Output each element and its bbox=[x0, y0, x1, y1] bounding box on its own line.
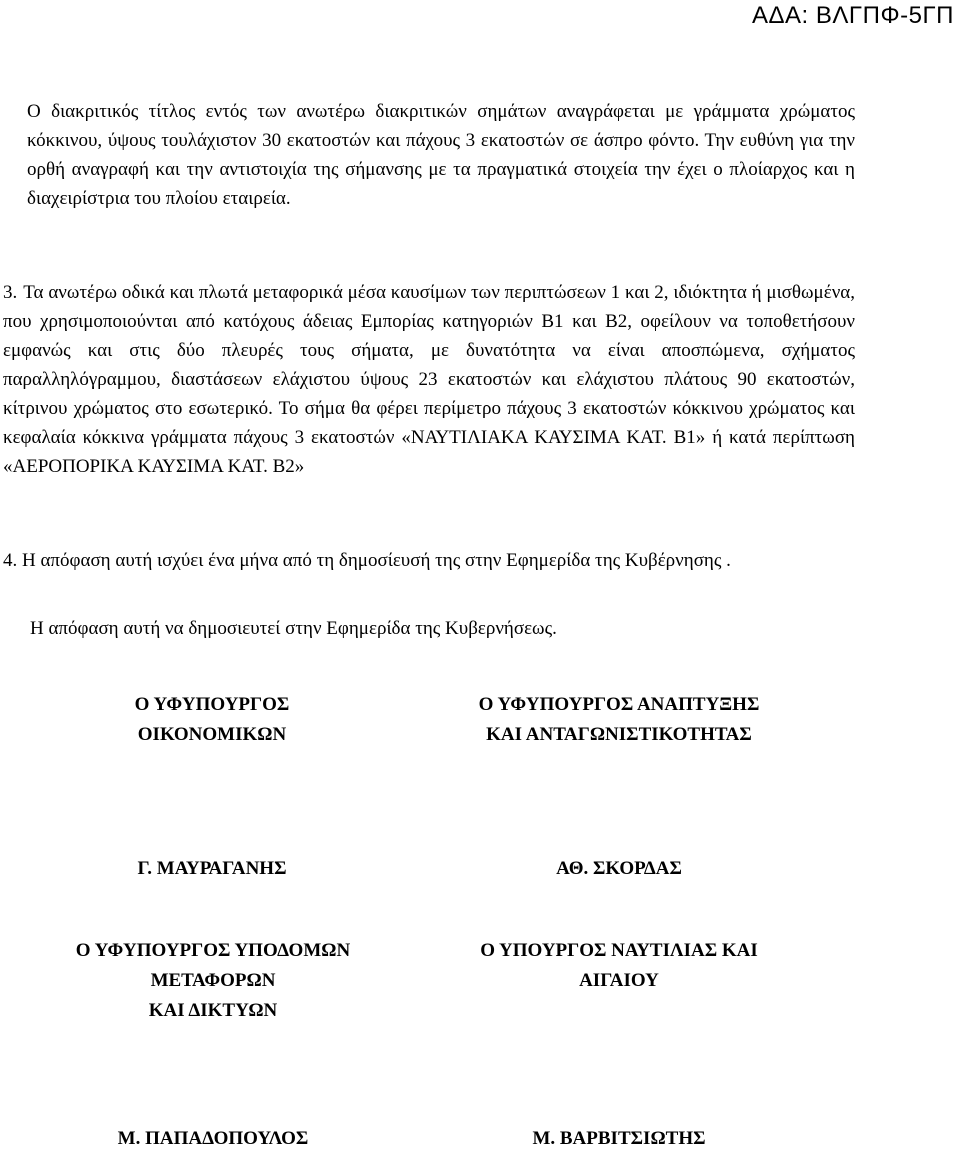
signatory-title-line: Ο ΥΦΥΠΟΥΡΓΟΣ bbox=[134, 694, 290, 715]
paragraph-title-marking bbox=[27, 97, 855, 213]
publication-statement: Η απόφαση αυτή να δημοσιευτεί στην Εφημερίδα της Κυβερνήσεως. bbox=[30, 618, 557, 639]
signatory-title-line: Ο ΥΦΥΠΟΥΡΓΟΣ ΑΝΑΠΤΥΞΗΣ bbox=[478, 694, 760, 715]
signatory-deputy-finance-name: Γ. ΜΑΥΡΑΓΑΝΗΣ bbox=[137, 858, 287, 879]
signatory-title-line: ΜΕΤΑΦΟΡΩΝ bbox=[150, 970, 276, 991]
paragraph-4 bbox=[3, 546, 855, 575]
signatory-minister-shipping-name: Μ. ΒΑΡΒΙΤΣΙΩΤΗΣ bbox=[532, 1128, 706, 1149]
signatory-deputy-development-name: ΑΘ. ΣΚΟΡΔΑΣ bbox=[556, 858, 682, 879]
signatory-title-line: Ο ΥΠΟΥΡΓΟΣ ΝΑΥΤΙΛΙΑΣ ΚΑΙ bbox=[480, 940, 758, 961]
signatory-title-line: ΟΙΚΟΝΟΜΙΚΩΝ bbox=[137, 724, 287, 745]
ada-code-header: ΑΔΑ: ΒΛΓΠΦ-5ΓΠ bbox=[751, 2, 954, 29]
paragraph-responsibility-text: Την ευθύνη για την ορθή αναγραφή και την αντιστοιχία της σήμανσης με τα πραγματικά στοιχεία την έχει ο πλοίαρχος και η διαχειρίστρια του πλοίου εταιρεία. bbox=[27, 130, 855, 209]
signatory-title-line: Ο ΥΦΥΠΟΥΡΓΟΣ ΥΠΟΔΟΜΩΝ bbox=[75, 940, 351, 961]
signatory-deputy-infrastructure-title bbox=[30, 936, 396, 1026]
paragraph-4-number: 4. bbox=[3, 550, 18, 571]
signatory-title-line: ΚΑΙ ΑΝΤΑΓΩΝΙΣΤΙΚΟΤΗΤΑΣ bbox=[486, 724, 752, 745]
signatory-title-line: ΚΑΙ ΔΙΚΤΥΩΝ bbox=[148, 1000, 278, 1021]
signatory-deputy-development-title bbox=[440, 690, 798, 750]
signatory-deputy-finance-title bbox=[112, 690, 312, 750]
paragraph-3-text: Τα ανωτέρω οδικά και πλωτά μεταφορικά μέσα καυσίμων των περιπτώσεων 1 και 2, ιδιόκτητα ή μισθωμένα, που χρησιμοποιούνται από κατόχους άδειας Εμπορίας κατηγοριών Β1 και Β2, οφείλουν να τοποθετήσουν εμφανώς και στις δύο πλευρές τους σήματα, με δυνατότητα να είναι αποσπώμενα, σχήματος παραλληλόγραμμου, διαστάσεων ελάχιστου ύψους 23 εκατοστών και ελάχιστου πλάτους 90 εκατοστών, κίτρινου χρώματος στο εσωτερικό. Το σήμα θα φέρει περίμετρο πάχους 3 εκατοστών κόκκινου χρώματος και κεφαλαία κόκκινα γράμματα πάχους 3 εκατοστών «ΝΑΥΤΙΛΙΑΚΑ ΚΑΥΣΙΜΑ ΚΑΤ. Β1» ή κατά περίπτωση «ΑΕΡΟΠΟΡΙΚΑ ΚΑΥΣΙΜΑ ΚΑΤ. Β2» bbox=[3, 282, 855, 477]
paragraph-3-number: 3. bbox=[3, 282, 18, 303]
paragraph-title-marking-text: Ο διακριτικός τίτλος εντός των ανωτέρω διακριτικών σημάτων αναγράφεται με γράμματα χρώματος κόκκινου, ύψους τουλάχιστον 30 εκατοστών και πάχους 3 εκατοστών σε άσπρο φόντο. bbox=[27, 101, 855, 151]
signatory-title-line: ΑΙΓΑΙΟΥ bbox=[579, 970, 659, 991]
paragraph-3 bbox=[3, 278, 855, 481]
signatory-deputy-infrastructure-name: Μ. ΠΑΠΑΔΟΠΟΥΛΟΣ bbox=[117, 1128, 309, 1149]
signatory-minister-shipping-title bbox=[440, 936, 798, 996]
paragraph-4-text: Η απόφαση αυτή ισχύει ένα μήνα από τη δημοσίευσή της στην Εφημερίδα της Κυβέρνησης . bbox=[22, 550, 731, 571]
